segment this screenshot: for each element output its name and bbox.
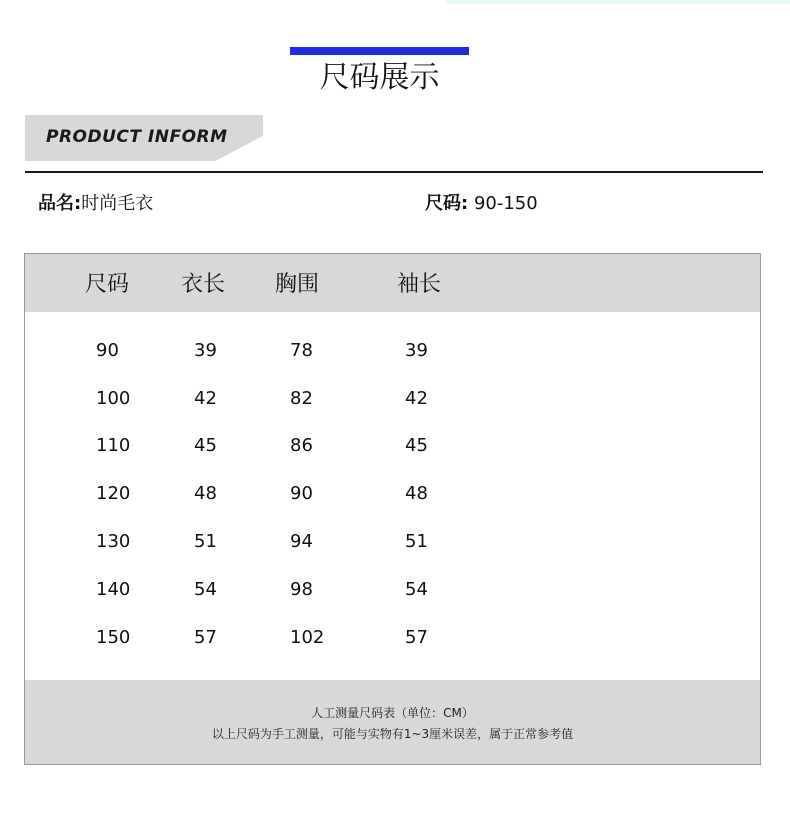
cell-sleeve: 39 — [405, 340, 428, 361]
cell-size: 90 — [96, 340, 119, 361]
cell-size: 120 — [96, 483, 131, 504]
table-row — [25, 384, 760, 414]
table-row — [25, 575, 760, 605]
cell-length: 57 — [194, 627, 217, 648]
table-row — [25, 623, 760, 653]
cell-length: 51 — [194, 531, 217, 552]
column-header-sleeve: 袖长 — [397, 272, 442, 297]
table-row — [25, 336, 760, 366]
product-size-value: 90-150 — [473, 193, 538, 214]
cell-chest: 86 — [290, 435, 313, 456]
cell-size: 130 — [96, 531, 131, 552]
cell-sleeve: 48 — [405, 483, 428, 504]
table-row — [25, 431, 760, 461]
page-title: 尺码展示 — [319, 60, 440, 95]
column-header-length: 衣长 — [181, 272, 226, 297]
cell-length: 42 — [194, 388, 217, 409]
table-row — [25, 479, 760, 509]
cell-size: 100 — [96, 388, 131, 409]
cell-length: 54 — [194, 579, 217, 600]
cell-size: 140 — [96, 579, 131, 600]
product-size-label: 尺码: — [425, 193, 469, 214]
cell-sleeve: 45 — [405, 435, 428, 456]
cell-chest: 82 — [290, 388, 313, 409]
cell-chest: 102 — [290, 627, 325, 648]
size-table — [24, 253, 761, 765]
cell-sleeve: 54 — [405, 579, 428, 600]
table-header — [25, 254, 760, 312]
cell-size: 150 — [96, 627, 131, 648]
product-size-range — [425, 192, 538, 216]
column-header-chest: 胸围 — [275, 272, 320, 297]
product-name-value: 时尚毛衣 — [81, 193, 154, 214]
cell-sleeve: 42 — [405, 388, 428, 409]
top-accent-bar — [445, 0, 790, 4]
product-name-label: 品名: — [38, 193, 82, 214]
table-footer — [25, 680, 760, 764]
divider — [25, 171, 763, 173]
title-underline-bar — [290, 47, 469, 55]
cell-chest: 78 — [290, 340, 313, 361]
cell-chest: 98 — [290, 579, 313, 600]
product-name — [38, 192, 153, 216]
cell-length: 45 — [194, 435, 217, 456]
cell-size: 110 — [96, 435, 131, 456]
cell-sleeve: 57 — [405, 627, 428, 648]
column-header-size: 尺码 — [85, 272, 130, 297]
cell-length: 48 — [194, 483, 217, 504]
footnote-unit: 人工测量尺码表（单位：CM） — [311, 706, 474, 720]
cell-chest: 94 — [290, 531, 313, 552]
cell-chest: 90 — [290, 483, 313, 504]
cell-sleeve: 51 — [405, 531, 428, 552]
table-row — [25, 527, 760, 557]
footnote-disclaimer: 以上尺码为手工测量，可能与实物有1~3厘米误差，属于正常参考值 — [211, 727, 574, 741]
cell-length: 39 — [194, 340, 217, 361]
section-tag: PRODUCT INFORM — [46, 127, 228, 147]
